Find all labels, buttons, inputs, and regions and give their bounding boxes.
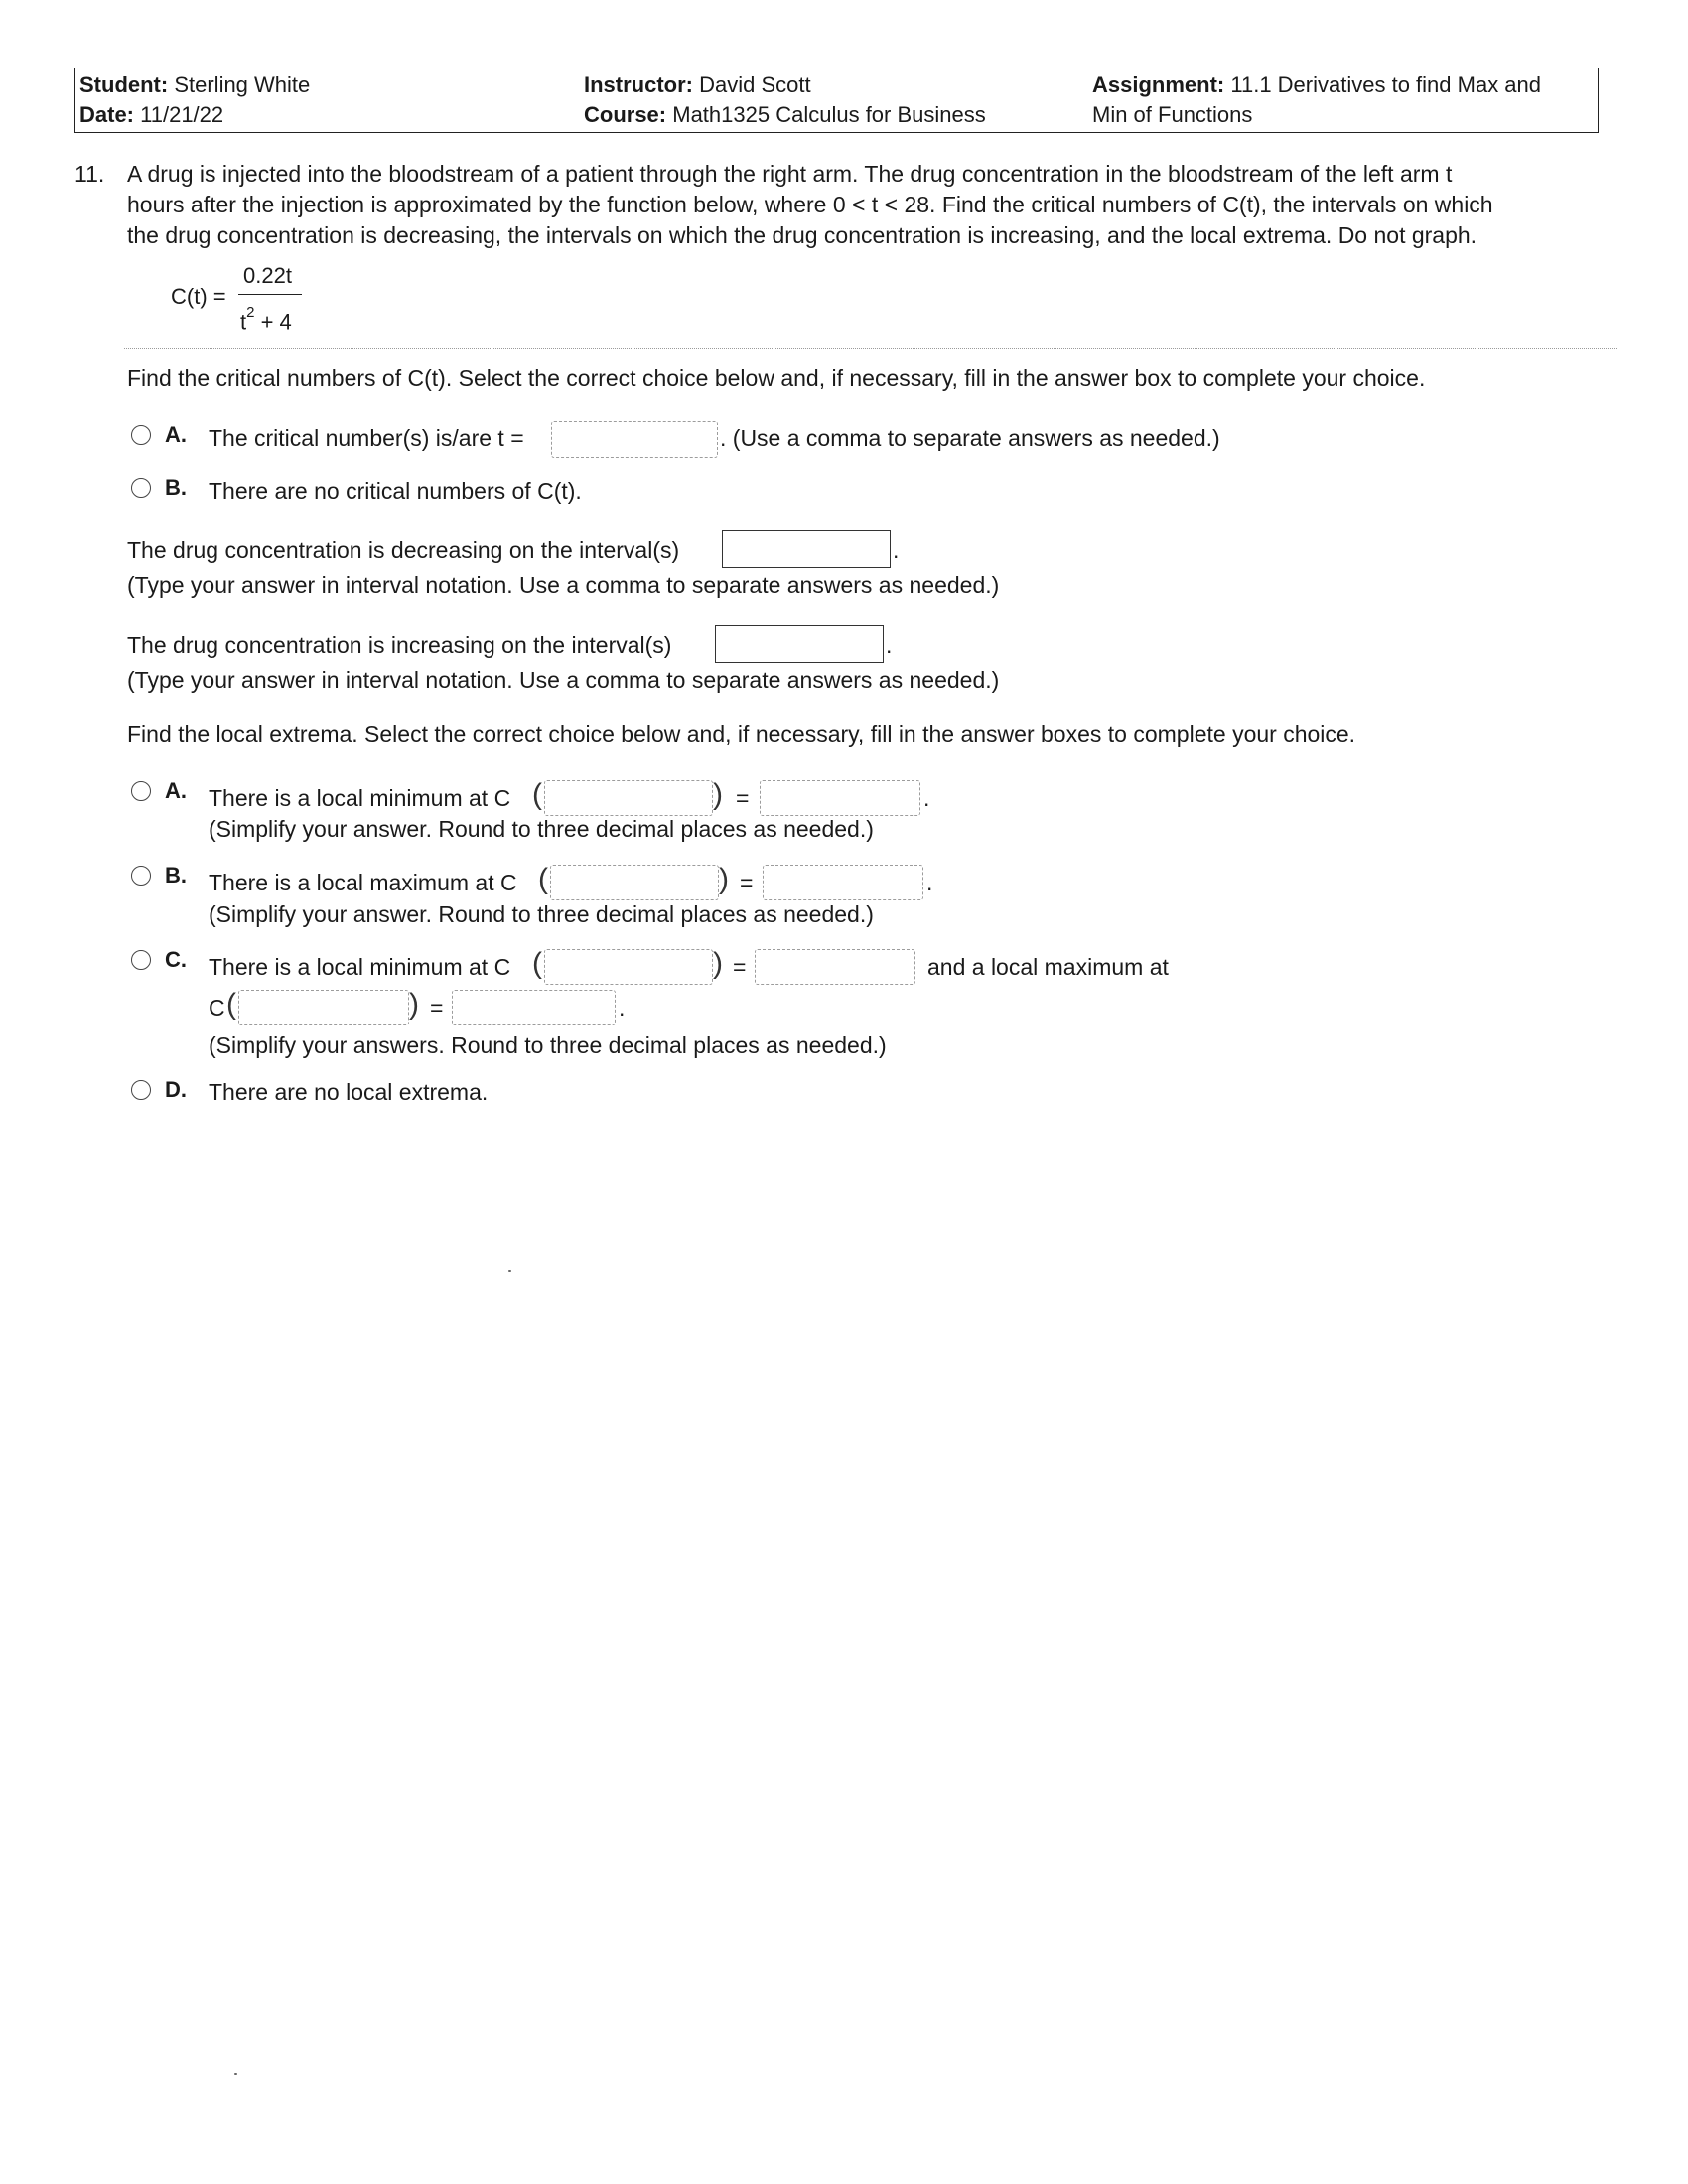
extrema-option-c-text2: and a local maximum at (927, 954, 1169, 980)
option-c-min-value-input[interactable] (755, 949, 915, 985)
critical-number-input[interactable] (551, 421, 718, 458)
option-b-radio[interactable] (131, 478, 151, 498)
local-min-value-input[interactable] (760, 780, 920, 816)
problem-text-line1: A drug is injected into the bloodstream of a patient through the right arm. The drug concentration in the bloodstream of the left arm t (127, 161, 1453, 187)
option-b-text: There are no critical numbers of C(t). (209, 478, 582, 504)
increasing-interval-input[interactable] (715, 625, 884, 663)
open-paren: ( (538, 863, 548, 895)
extrema-option-d-radio[interactable] (131, 1080, 151, 1100)
option-a-radio[interactable] (131, 425, 151, 445)
extrema-option-c-radio[interactable] (131, 950, 151, 970)
extrema-option-a-hint: (Simplify your answer. Round to three decimal places as needed.) (209, 816, 874, 842)
option-a-hint: . (Use a comma to separate answers as needed.) (720, 425, 1220, 451)
problem-number: 11. (74, 161, 105, 187)
extrema-option-c-text: There is a local minimum at C (209, 954, 511, 980)
problem-text-line2: hours after the injection is approximated by the function below, where 0 < t < 28. Find the critical numbers of C(t), the intervals on which (127, 192, 1493, 217)
extrema-option-a-text: There is a local minimum at C (209, 785, 511, 811)
option-a-text: The critical number(s) is/are t = (209, 425, 524, 451)
scan-speck (234, 2073, 237, 2075)
open-paren: ( (532, 947, 542, 980)
period: . (619, 995, 626, 1021)
period: . (926, 870, 933, 895)
extrema-option-d-letter: D. (165, 1077, 187, 1102)
formula-numerator: 0.22t (243, 263, 292, 288)
option-c-min-t-input[interactable] (544, 949, 713, 985)
decreasing-hint: (Type your answer in interval notation. Use a comma to separate answers as needed.) (127, 572, 1000, 598)
c-function-label: C (209, 995, 225, 1021)
period: . (923, 785, 930, 811)
critical-numbers-prompt: Find the critical numbers of C(t). Select the correct choice below and, if necessary, fill in the answer box to complete your choice. (127, 365, 1426, 391)
extrema-option-c-hint: (Simplify your answers. Round to three decimal places as needed.) (209, 1032, 887, 1058)
equals-sign: = (740, 870, 754, 895)
decreasing-prompt: The drug concentration is decreasing on the interval(s) (127, 537, 680, 563)
local-min-t-input[interactable] (544, 780, 713, 816)
equals-sign: = (736, 785, 750, 811)
assignment-field: Assignment: 11.1 Derivatives to find Max and (1092, 72, 1542, 97)
extrema-option-a-letter: A. (165, 778, 187, 803)
problem-text-line3: the drug concentration is decreasing, the intervals on which the drug concentration is increasing, and the local extrema. Do not graph. (127, 222, 1477, 248)
instructor-field: Instructor: David Scott (584, 72, 811, 97)
extrema-option-b-letter: B. (165, 863, 187, 887)
course-field: Course: Math1325 Calculus for Business (584, 102, 986, 127)
section-divider (124, 348, 1618, 349)
option-c-max-t-input[interactable] (238, 990, 409, 1025)
local-max-value-input[interactable] (763, 865, 923, 900)
decreasing-period: . (893, 537, 900, 563)
extrema-option-b-text: There is a local maximum at C (209, 870, 517, 895)
extrema-option-a-radio[interactable] (131, 781, 151, 801)
extrema-option-b-hint: (Simplify your answer. Round to three decimal places as needed.) (209, 901, 874, 927)
extrema-option-b-radio[interactable] (131, 866, 151, 886)
option-c-max-value-input[interactable] (452, 990, 616, 1025)
increasing-hint: (Type your answer in interval notation. Use a comma to separate answers as needed.) (127, 667, 1000, 693)
formula-lhs: C(t) = (171, 284, 226, 309)
extrema-option-d-text: There are no local extrema. (209, 1079, 489, 1105)
close-paren: ) (719, 863, 729, 895)
close-paren: ) (713, 778, 723, 811)
open-paren: ( (532, 778, 542, 811)
option-a-letter: A. (165, 422, 187, 447)
date-field: Date: 11/21/22 (79, 102, 224, 127)
equals-sign: = (733, 954, 747, 980)
fraction-bar (238, 294, 302, 295)
assignment-header (74, 68, 1599, 133)
option-b-letter: B. (165, 476, 187, 500)
scan-speck (508, 1270, 511, 1272)
decreasing-interval-input[interactable] (722, 530, 891, 568)
close-paren: ) (409, 988, 419, 1021)
equals-sign: = (430, 995, 444, 1021)
formula-denominator: $t^2 + 4$ (240, 304, 292, 335)
local-max-t-input[interactable] (550, 865, 719, 900)
close-paren: ) (713, 947, 723, 980)
increasing-period: . (886, 632, 893, 658)
open-paren: ( (226, 988, 236, 1021)
extrema-option-c-letter: C. (165, 947, 187, 972)
increasing-prompt: The drug concentration is increasing on the interval(s) (127, 632, 672, 658)
student-field: Student: Sterling White (79, 72, 311, 97)
extrema-prompt: Find the local extrema. Select the correct choice below and, if necessary, fill in the answer boxes to complete your choice. (127, 721, 1356, 747)
assignment-field-line2: Min of Functions (1092, 102, 1253, 127)
